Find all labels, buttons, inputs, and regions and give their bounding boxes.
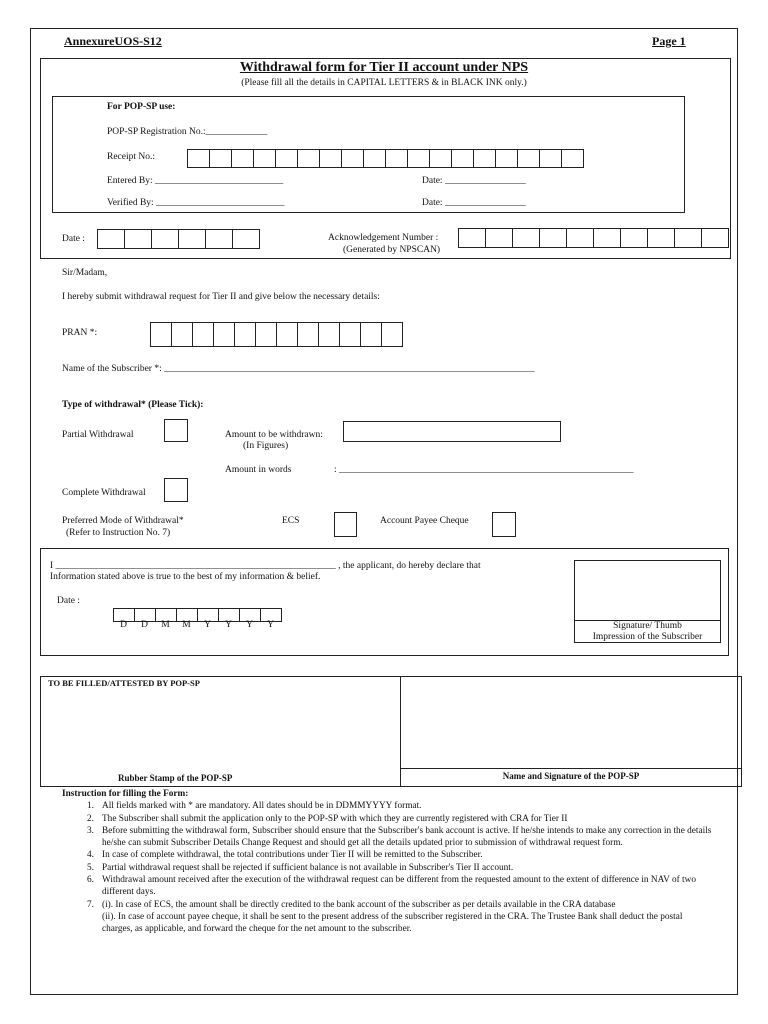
list-item xyxy=(62,899,712,911)
date-format-letter: D xyxy=(120,620,127,630)
list-item-text: All fields marked with * are mandatory. All dates should be in DDMMYYYY format. xyxy=(102,801,422,812)
list-item-number: 6. xyxy=(87,875,94,886)
date-format-letter: M xyxy=(161,620,170,630)
ack-cell[interactable] xyxy=(513,228,540,248)
receipt-cell[interactable] xyxy=(232,149,254,168)
entered-by-field[interactable]: Entered By: ___________________________ xyxy=(107,176,284,186)
date-format-letter: D xyxy=(141,620,148,630)
receipt-cell[interactable] xyxy=(540,149,562,168)
pop-sp-heading: For POP-SP use: xyxy=(107,102,176,112)
receipt-cell[interactable] xyxy=(254,149,276,168)
declaration-date-label: Date : xyxy=(57,596,80,606)
receipt-cell[interactable] xyxy=(320,149,342,168)
date-format-letter: Y xyxy=(225,620,232,630)
receipt-label: Receipt No.: xyxy=(107,152,156,162)
date-cell[interactable] xyxy=(125,229,152,249)
instructions xyxy=(62,788,712,936)
ack-sub: (Generated by NPSCAN) xyxy=(343,245,441,255)
form-subtitle: (Please fill all the details in CAPITAL LETTERS & in BLACK INK only.) xyxy=(241,78,527,88)
list-item xyxy=(62,825,712,850)
amount-figures-input[interactable] xyxy=(343,421,561,442)
stamp-label: Rubber Stamp of the POP-SP xyxy=(118,773,233,783)
pran-boxes[interactable] xyxy=(150,322,403,347)
pran-cell[interactable] xyxy=(172,322,193,347)
receipt-cell[interactable] xyxy=(342,149,364,168)
pran-cell[interactable] xyxy=(382,322,403,347)
list-item xyxy=(62,813,712,825)
receipt-cell[interactable] xyxy=(562,149,584,168)
mode-label: Preferred Mode of Withdrawal* xyxy=(62,516,184,526)
date-label: Date : xyxy=(62,234,85,244)
ack-cell[interactable] xyxy=(675,228,702,248)
list-item xyxy=(62,874,712,899)
pran-cell[interactable] xyxy=(277,322,298,347)
cheque-label: Account Payee Cheque xyxy=(380,516,469,526)
ecs-label: ECS xyxy=(282,516,300,526)
ack-cell[interactable] xyxy=(594,228,621,248)
signature-sub-label: Impression of the Subscriber xyxy=(592,632,703,642)
ack-label: Acknowledgement Number : xyxy=(328,233,439,243)
list-item xyxy=(62,849,712,861)
receipt-number-boxes[interactable] xyxy=(187,149,584,168)
list-item-text: The Subscriber shall submit the application only to the POP-SP with which they are currently registered with CRA for Tier II xyxy=(102,813,568,824)
attest-sign-divider xyxy=(400,768,742,769)
list-item-number: 7. xyxy=(87,899,94,910)
list-item-number: 5. xyxy=(87,862,94,873)
list-item-number xyxy=(62,911,102,936)
pran-cell[interactable] xyxy=(298,322,319,347)
date-cell[interactable] xyxy=(233,229,260,249)
receipt-cell[interactable] xyxy=(364,149,386,168)
verified-by-field[interactable]: Verified By: ___________________________ xyxy=(107,198,285,208)
amount-label: Amount to be withdrawn: xyxy=(225,430,323,440)
receipt-cell[interactable] xyxy=(496,149,518,168)
date-cell[interactable] xyxy=(206,229,233,249)
date-format-letter: Y xyxy=(267,620,274,630)
complete-withdrawal-label: Complete Withdrawal xyxy=(62,488,146,498)
ack-cell[interactable] xyxy=(702,228,729,248)
ack-cell[interactable] xyxy=(540,228,567,248)
pran-cell[interactable] xyxy=(319,322,340,347)
date-format-hint xyxy=(113,620,281,630)
page-number: Page 1 xyxy=(652,34,686,48)
date-format-letter: Y xyxy=(204,620,211,630)
receipt-cell[interactable] xyxy=(276,149,298,168)
partial-withdrawal-label: Partial Withdrawal xyxy=(62,430,134,440)
partial-withdrawal-checkbox[interactable] xyxy=(164,419,188,442)
receipt-cell[interactable] xyxy=(298,149,320,168)
list-item-number: 3. xyxy=(87,825,94,836)
cheque-checkbox[interactable] xyxy=(492,512,516,537)
receipt-cell[interactable] xyxy=(408,149,430,168)
receipt-cell[interactable] xyxy=(210,149,232,168)
amount-sub-label: (In Figures) xyxy=(243,441,289,451)
pran-label: PRAN *: xyxy=(62,328,98,338)
amount-words-field[interactable]: : ______________________________________________________________ xyxy=(334,465,634,475)
instructions-heading: Instruction for filling the Form: xyxy=(62,789,189,799)
pran-cell[interactable] xyxy=(256,322,277,347)
list-item-number: 1. xyxy=(87,801,94,812)
pran-cell[interactable] xyxy=(151,322,172,347)
mode-sub-label: (Refer to Instruction No. 7) xyxy=(66,528,171,538)
list-item-number: 2. xyxy=(87,813,94,824)
ack-cell[interactable] xyxy=(621,228,648,248)
ack-cell[interactable] xyxy=(459,228,486,248)
amount-words-label: Amount in words xyxy=(225,465,292,475)
ecs-checkbox[interactable] xyxy=(334,512,357,537)
receipt-cell[interactable] xyxy=(518,149,540,168)
receipt-cell[interactable] xyxy=(188,149,210,168)
pran-cell[interactable] xyxy=(361,322,382,347)
pran-cell[interactable] xyxy=(340,322,361,347)
pop-sp-registration-field[interactable]: POP-SP Registration No.:_____________ xyxy=(107,127,268,137)
list-item-text: Partial withdrawal request shall be rejected if sufficient balance is not available in Subscriber's Tier II account. xyxy=(102,862,514,873)
entered-date-field[interactable]: Date: _________________ xyxy=(422,176,526,186)
list-item-text: In case of complete withdrawal, the total contributions under Tier II will be remitted to the Subscriber. xyxy=(102,850,483,861)
declaration-line-1[interactable]: I ___________________________________________________________ , the applicant, do hereby declare that xyxy=(50,561,481,571)
receipt-cell[interactable] xyxy=(452,149,474,168)
declaration-line-2: Information stated above is true to the best of my information & belief. xyxy=(50,572,321,582)
date-boxes[interactable] xyxy=(97,229,260,249)
pran-cell[interactable] xyxy=(214,322,235,347)
ack-cell[interactable] xyxy=(567,228,594,248)
pran-cell[interactable] xyxy=(235,322,256,347)
receipt-cell[interactable] xyxy=(386,149,408,168)
list-item xyxy=(62,862,712,874)
date-format-letter: Y xyxy=(246,620,253,630)
pran-cell[interactable] xyxy=(193,322,214,347)
ack-number-boxes[interactable] xyxy=(458,228,729,248)
ack-cell[interactable] xyxy=(648,228,675,248)
date-cell[interactable] xyxy=(179,229,206,249)
attest-left-box[interactable] xyxy=(40,676,401,787)
complete-withdrawal-checkbox[interactable] xyxy=(164,478,188,502)
withdrawal-type-heading: Type of withdrawal* (Please Tick): xyxy=(62,400,204,410)
date-cell[interactable] xyxy=(152,229,179,249)
receipt-cell[interactable] xyxy=(474,149,496,168)
list-item-text: (i). In case of ECS, the amount shall be directly credited to the bank account of the subscriber as per details available in the CRA database xyxy=(102,899,616,910)
verified-date-field[interactable]: Date: _________________ xyxy=(422,198,526,208)
pop-sp-sign-label: Name and Signature of the POP-SP xyxy=(502,771,640,781)
list-item-number: 4. xyxy=(87,850,94,861)
intro-text: I hereby submit withdrawal request for Tier II and give below the necessary details: xyxy=(62,292,380,302)
receipt-cell[interactable] xyxy=(430,149,452,168)
date-format-letter: M xyxy=(182,620,191,630)
form-title: Withdrawal form for Tier II account under NPS xyxy=(239,60,529,75)
attest-heading: TO BE FILLED/ATTESTED BY POP-SP xyxy=(48,678,200,688)
list-item-text: (ii). In case of account payee cheque, it shall be sent to the present address of the subscriber registered in the CRA. The Trustee Bank shall deduct the postal charges, as applicable, and forward the cheque for the net amount to the subscriber. xyxy=(102,911,683,935)
salutation: Sir/Madam, xyxy=(62,268,108,278)
annexure-label: AnnexureUOS-S12 xyxy=(64,34,162,48)
ack-cell[interactable] xyxy=(486,228,513,248)
list-item-text: Withdrawal amount received after the execution of the withdrawal request can be different from the requested amount to the extent of difference in NAV of two different days. xyxy=(102,875,696,898)
signature-label: Signature/ Thumb xyxy=(613,621,682,631)
subscriber-name-field[interactable]: Name of the Subscriber *: ______________________________________________________________________________ xyxy=(62,364,535,374)
list-item-text: Before submitting the withdrawal form, Subscriber should ensure that the Subscriber's bank account is active. If he/she intends to make any correction in the details he/she can submit Subscriber Details Change Request and should get all the details updated prior to submission of withdrawal request form. xyxy=(102,825,712,849)
list-item xyxy=(62,800,712,812)
date-cell[interactable] xyxy=(98,229,125,249)
list-item xyxy=(62,911,712,936)
